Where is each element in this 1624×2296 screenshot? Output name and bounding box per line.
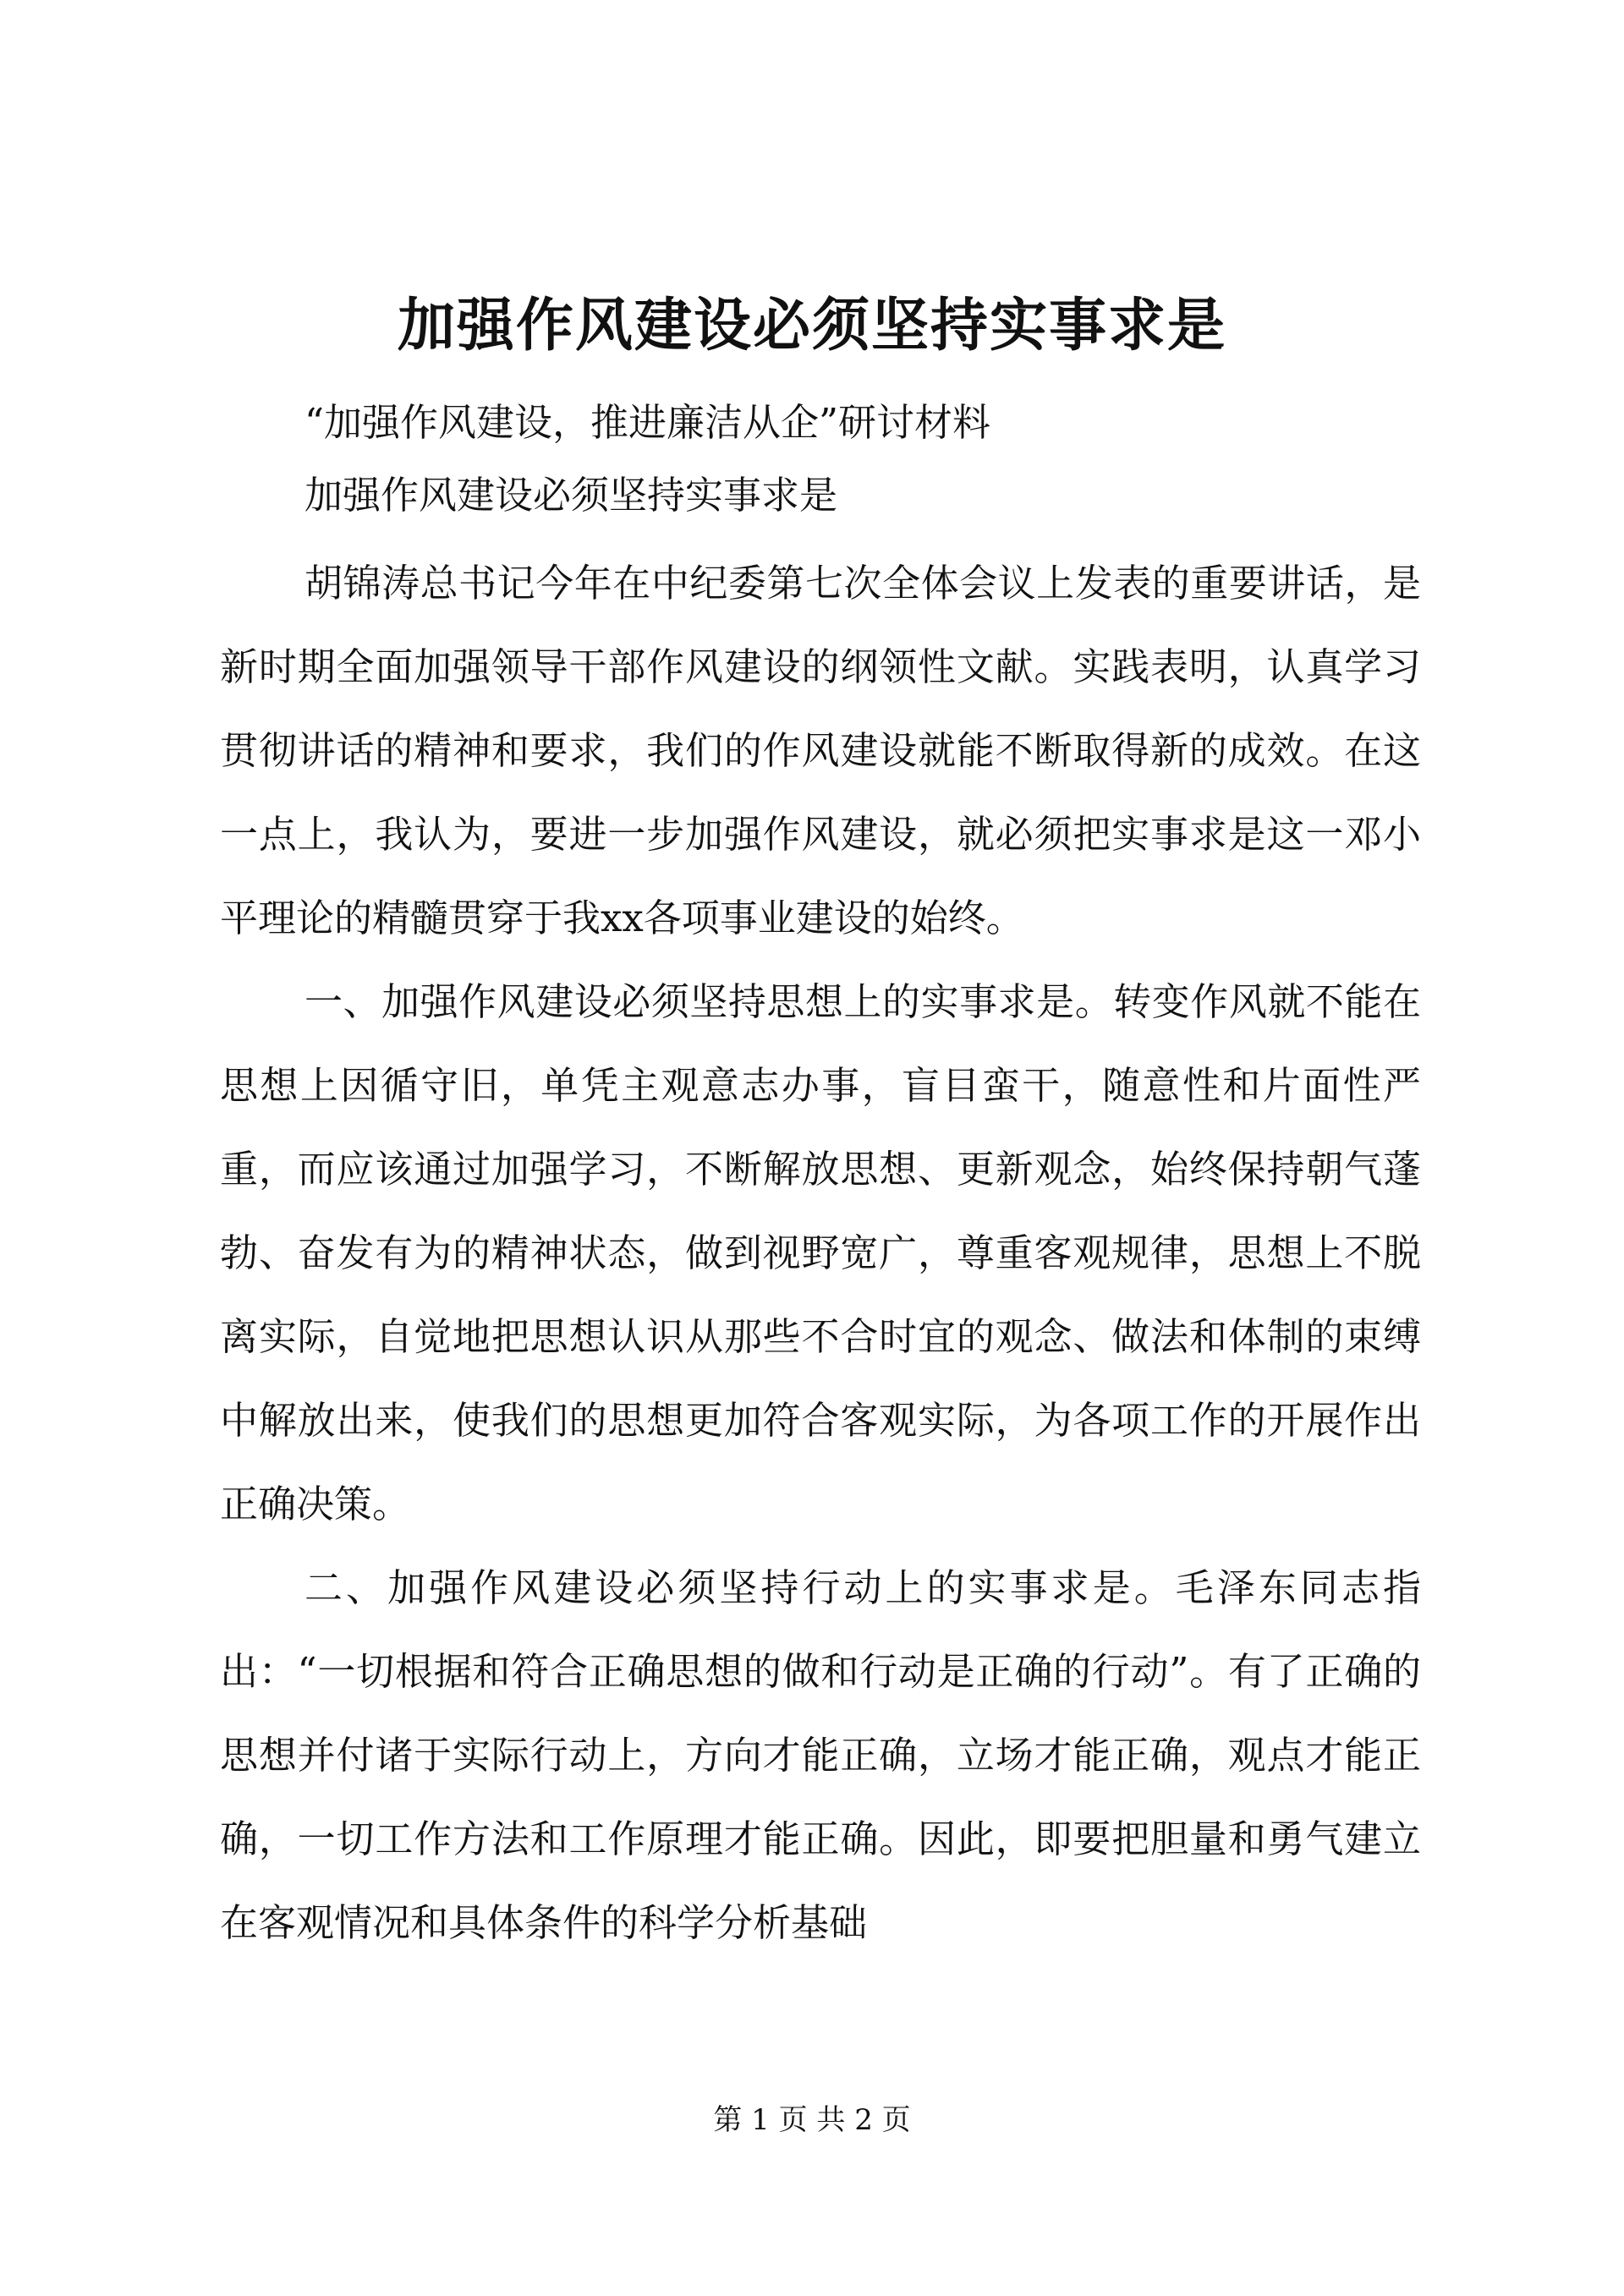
paragraph-intro: 胡锦涛总书记今年在中纪委第七次全体会议上发表的重要讲话，是新时期全面加强领导干部作风建设的纲领性文献。实践表明，认真学习贯彻讲话的精神和要求，我们的作风建设就能不断取得新的成效。在这一点上，我认为，要进一步加强作风建设，就必须把实事求是这一邓小平理论的精髓贯穿于我xx各项事业建设的始终。 <box>220 561 1421 940</box>
page-number: 第 1 页 共 2 页 <box>713 2103 911 2137</box>
paragraph-point-two: 二、加强作风建设必须坚持行动上的实事求是。毛泽东同志指出：“一切根据和符合正确思想的做和行动是正确的行动”。有了正确的思想并付诸于实际行动上，方向才能正确，立场才能正确，观点才能正确，一切工作方法和工作原理才能正确。因此，即要把胆量和勇气建立在客观情况和具体条件的科学分析基础 <box>220 1565 1421 1945</box>
paragraph-point-one: 一、加强作风建设必须坚持思想上的实事求是。转变作风就不能在思想上因循守旧，单凭主观意志办事，盲目蛮干，随意性和片面性严重，而应该通过加强学习，不断解放思想、更新观念，始终保持朝气蓬勃、奋发有为的精神状态，做到视野宽广，尊重客观规律，思想上不脱离实际，自觉地把思想认识从那些不合时宜的观念、做法和体制的束缚中解放出来，使我们的思想更加符合客观实际，为各项工作的开展作出正确决策。 <box>220 979 1421 1526</box>
page-title: 加强作风建设必须坚持实事求是 <box>397 292 1226 359</box>
subtitle: “加强作风建设，推进廉洁从企”研讨材料 <box>304 400 991 445</box>
document-body <box>220 541 1421 1964</box>
section-heading: 加强作风建设必须坚持实事求是 <box>304 473 838 518</box>
